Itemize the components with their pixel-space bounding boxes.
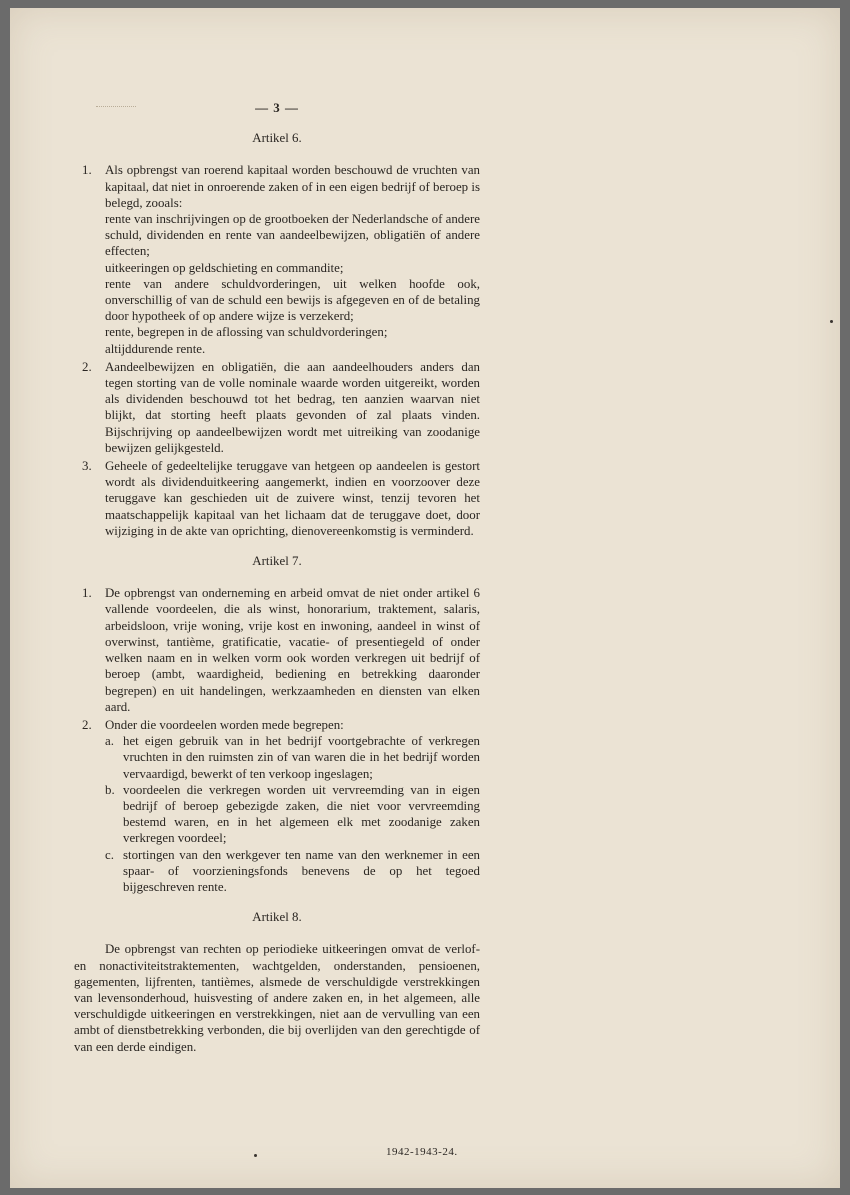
sub-item-text: stortingen van den werkgever ten name van den werknemer in een spaar- of voorzieningsfonds benevens de op het tegoed bijgeschreven rente.	[123, 847, 480, 894]
document-body	[74, 100, 480, 1055]
item-number: 2.	[82, 717, 92, 732]
paragraph: Aandeelbewijzen en obligatiën, die aan aandeelhouders anders dan tegen storting van de volle nominale waarde worden uitgereikt, worden als dividenden beschouwd tot het bedrag, ten aanzien waarvan niet blijkt, dat storting heeft plaats gevonden of zal plaats vinden. Bijschrijving op aandeelbewijzen wordt met uitreiking van zoodanige bewijzen gelijkgesteld.	[105, 359, 480, 455]
article-6-item-3	[74, 458, 480, 539]
item-number: 3.	[82, 459, 92, 474]
sub-item-text: voordeelen die verkregen worden uit vervreemding van in eigen bedrijf of beroep gebezigde zaken, die niet voor vervreemding bestemd waren, en in het algemeen elk met zoodanige zaken verkregen voordeel;	[123, 782, 480, 846]
sub-item-c	[105, 847, 480, 896]
article-8-heading: Artikel 8.	[252, 910, 302, 925]
paragraph: altijddurende rente.	[105, 341, 206, 356]
paragraph: De opbrengst van onderneming en arbeid omvat de niet onder artikel 6 vallende voordeelen, die als winst, honorarium, traktement, salaris, arbeidsloon, vrije woning, vrije kost en inwoning, aandeel in winst of overwinst, tantième, gratificatie, vacatie- of presentiegeld of onder welken naam en in welken vorm ook worden verkregen uit bedrijf of beroep (ambt, waardigheid, bediening en betrekking daaronder begrepen) en uit handelingen, werkzaamheden en diensten van elken aard.	[105, 586, 480, 714]
item-number: 1.	[82, 163, 92, 178]
item-number: 1.	[82, 586, 92, 601]
paragraph: Geheele of gedeeltelijke teruggave van hetgeen op aandeelen is gestort wordt als dividenduitkeering aangemerkt, indien en voorzoover deze teruggave kan geschieden uit de zuivere winst, tenzij tevoren het maatschappelijk kapitaal van het lichaam dat de teruggave doet, door wijziging in de akte van oprichting, dienovereenkomstig is verminderd.	[105, 459, 480, 538]
speck-mark	[254, 1154, 257, 1157]
article-6-heading: Artikel 6.	[252, 131, 302, 146]
print-code: 1942-1943-24.	[386, 1146, 458, 1158]
item-number: 2.	[82, 359, 92, 374]
sub-item-a	[105, 733, 480, 782]
article-7-item-1	[74, 585, 480, 715]
sub-item-text: het eigen gebruik van in het bedrijf voortgebrachte of verkregen vruchten in den ruimsten zin of van waren die in het bedrijf worden vervaardigd, bewerkt of ten verkoop ingeslagen;	[123, 734, 480, 781]
paragraph: rente, begrepen in de aflossing van schuldvorderingen;	[105, 325, 388, 340]
speck-mark	[830, 320, 833, 323]
sub-item-letter: b.	[105, 782, 115, 797]
sub-item-b	[105, 782, 480, 847]
article-6-item-2	[74, 359, 480, 456]
page-number: — 3 —	[255, 101, 299, 115]
sub-item-letter: a.	[105, 734, 114, 749]
article-7-heading: Artikel 7.	[252, 554, 302, 569]
paragraph: rente van inschrijvingen op de grootboeken der Nederlandsche of andere schuld, dividenden en rente van aandeelbewijzen, obligatiën of andere effecten;	[105, 212, 480, 259]
article-6-item-1	[74, 162, 480, 356]
document-page	[10, 8, 840, 1188]
sub-item-letter: c.	[105, 847, 114, 862]
paragraph: rente van andere schuldvorderingen, uit welken hoofde ook, onverschillig of van de schuld een bewijs is afgegeven en of de betaling door hypotheek of op andere wijze is verzekerd;	[105, 276, 480, 324]
article-8-text: De opbrengst van rechten op periodieke uitkeeringen omvat de verlof- en nonactiviteitstraktementen, wachtgelden, onderstanden, pensioenen, gagementen, lijfrenten, tantièmes, alsmede de verschuldigde verstrekkingen van levensonderhoud, huisvesting of andere zaken en, in het algemeen, alle verschuldigde uitkeeringen en verstrekkingen, niet aan de vervulling van een ambt of dienstbetrekking verbonden, die bij overlijden van den gerechtigde of van een derde eindigen.	[74, 942, 480, 1054]
paragraph: Als opbrengst van roerend kapitaal worden beschouwd de vruchten van kapitaal, dat niet in onroerende zaken of in een eigen bedrijf of beroep is belegd, zooals:	[105, 163, 480, 210]
paragraph: Onder die voordeelen worden mede begrepen:	[105, 717, 344, 732]
paragraph: uitkeeringen op geldschieting en commandite;	[105, 260, 344, 275]
article-7-item-2	[74, 717, 480, 895]
